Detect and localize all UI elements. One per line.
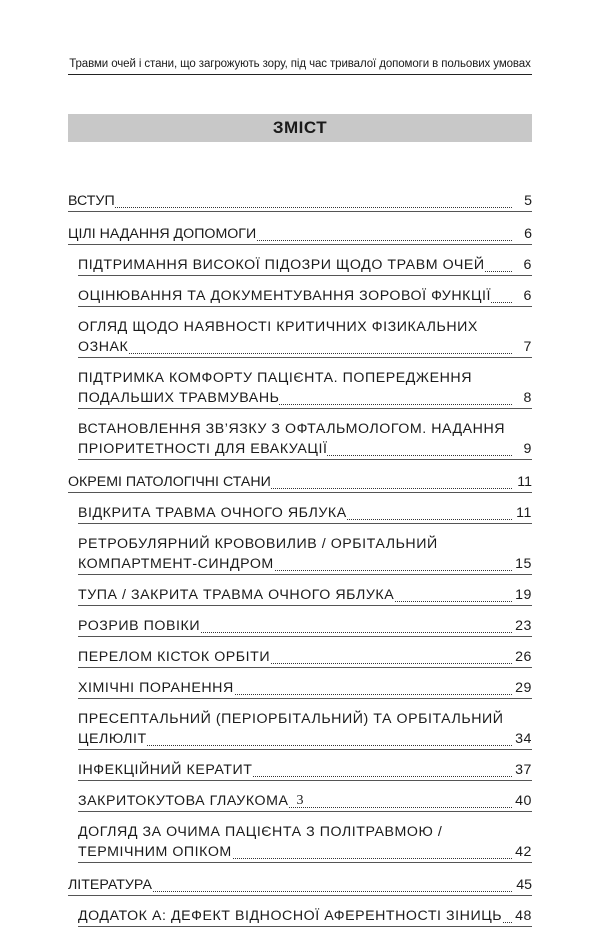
toc-entry[interactable] [78,534,532,575]
toc-entry-page: 15 [515,556,532,572]
toc-entry-title: ПІДТРИМАННЯ ВИСОКОЇ ПІДОЗРИ ЩОДО ТРАВМ ОЧЕЙ [78,257,485,273]
toc-entry[interactable] [78,760,532,781]
toc-entry-title: ОКРЕМІ ПАТОЛОГІЧНІ СТАНИ [68,474,271,490]
toc-entry-title: ЦІЛІ НАДАННЯ ДОПОМОГИ [68,226,257,242]
toc-entry-page: 6 [523,288,532,304]
toc-entry[interactable] [78,822,532,863]
toc-entry-title: ПРЕСЕПТАЛЬНИЙ (ПЕРІОРБІТАЛЬНИЙ) ТА ОРБІТАЛЬНИЙ [78,711,504,727]
toc-entry-title: РЕТРОБУЛЯРНИЙ КРОВОВИЛИВ / ОРБІТАЛЬНИЙ [78,536,438,552]
toc-entry-title: ТЕРМІЧНИМ ОПІКОМ [78,844,232,860]
toc-entry[interactable] [68,875,532,896]
toc-entry-title: ДОГЛЯД ЗА ОЧИМА ПАЦІЄНТА З ПОЛІТРАВМОЮ / [78,824,443,840]
toc-entry-page: 8 [523,390,532,406]
toc-entry[interactable] [78,906,532,927]
running-header: Травми очей і стани, що загрожують зору, під час тривалої допомоги в польових умовах [68,58,532,75]
toc-entry-page: 19 [515,587,532,603]
toc-entry[interactable] [78,503,532,524]
toc-entry-page: 48 [515,908,532,924]
toc-entry-title: ПІДТРИМКА КОМФОРТУ ПАЦІЄНТА. ПОПЕРЕДЖЕННЯ [78,370,472,386]
toc-entry-title: ЦЕЛЮЛІТ [78,731,147,747]
toc-entry-title: ОГЛЯД ЩОДО НАЯВНОСТІ КРИТИЧНИХ ФІЗИКАЛЬНИХ [78,319,478,335]
toc-entry-page: 42 [515,844,532,860]
toc-entry-page: 6 [524,226,532,242]
toc-entry[interactable] [68,191,532,212]
toc-entry[interactable] [78,368,532,409]
toc-entry-page: 23 [515,618,532,634]
toc-entry-page: 37 [515,762,532,778]
toc-entry[interactable] [68,224,532,245]
toc-entry-title: ПРІОРИТЕТНОСТІ ДЛЯ ЕВАКУАЦІЇ [78,441,328,457]
toc-entry-title: ПЕРЕЛОМ КІСТОК ОРБІТИ [78,649,271,665]
toc-entry-page: 6 [523,257,532,273]
toc-entry-title: ВСТАНОВЛЕННЯ ЗВ’ЯЗКУ З ОФТАЛЬМОЛОГОМ. НАДАННЯ [78,421,506,437]
toc-entry[interactable] [78,286,532,307]
toc-entry-title: КОМПАРТМЕНТ-СИНДРОМ [78,556,274,572]
toc-entry-title: ІНФЕКЦІЙНИЙ КЕРАТИТ [78,762,253,778]
toc-entry-page: 40 [515,793,532,809]
toc-entry-title: ТУПА / ЗАКРИТА ТРАВМА ОЧНОГО ЯБЛУКА [78,587,395,603]
toc-entry-title: ЗАКРИТОКУТОВА ГЛАУКОМА [78,793,289,809]
toc-entry-page: 5 [524,193,532,209]
dot-leader [78,353,512,354]
toc-entry-page: 45 [516,877,532,893]
toc-entry-page: 9 [523,441,532,457]
toc-entry-title: ЛІТЕРАТУРА [68,877,152,893]
toc-entry-title: ДОДАТОК А: ДЕФЕКТ ВІДНОСНОЇ АФЕРЕНТНОСТІ ЗІНИЦЬ [78,908,503,924]
toc-entry-title: РОЗРИВ ПОВІКИ [78,618,201,634]
toc-entry-page: 7 [523,339,532,355]
toc-entry[interactable] [78,255,532,276]
toc-entry-page: 11 [516,505,532,521]
toc-entry[interactable] [78,616,532,637]
toc-entry[interactable] [78,317,532,358]
toc-entry-title: ВСТУП [68,193,115,209]
toc-entry[interactable] [78,678,532,699]
toc-entry-page: 34 [515,731,532,747]
toc-entry[interactable] [78,709,532,750]
toc-entry-page: 29 [515,680,532,696]
toc-entry-page: 26 [515,649,532,665]
page-number: 3 [296,793,304,808]
toc-title: ЗМІСТ [68,114,532,142]
toc-entry[interactable] [78,647,532,668]
toc-entry-page: 11 [517,474,532,490]
toc-entry-title: ПОДАЛЬШИХ ТРАВМУВАНЬ [78,390,280,406]
toc-entry[interactable] [78,419,532,460]
dot-leader [68,207,512,208]
table-of-contents [68,181,532,927]
toc-entry-title: ХІМІЧНІ ПОРАНЕННЯ [78,680,234,696]
toc-entry[interactable] [68,472,532,493]
toc-entry-title: ОЦІНЮВАННЯ ТА ДОКУМЕНТУВАННЯ ЗОРОВОЇ ФУНКЦІЇ [78,288,491,304]
toc-entry-title: ВІДКРИТА ТРАВМА ОЧНОГО ЯБЛУКА [78,505,347,521]
toc-entry[interactable] [78,585,532,606]
toc-entry-title: ОЗНАК [78,339,129,355]
